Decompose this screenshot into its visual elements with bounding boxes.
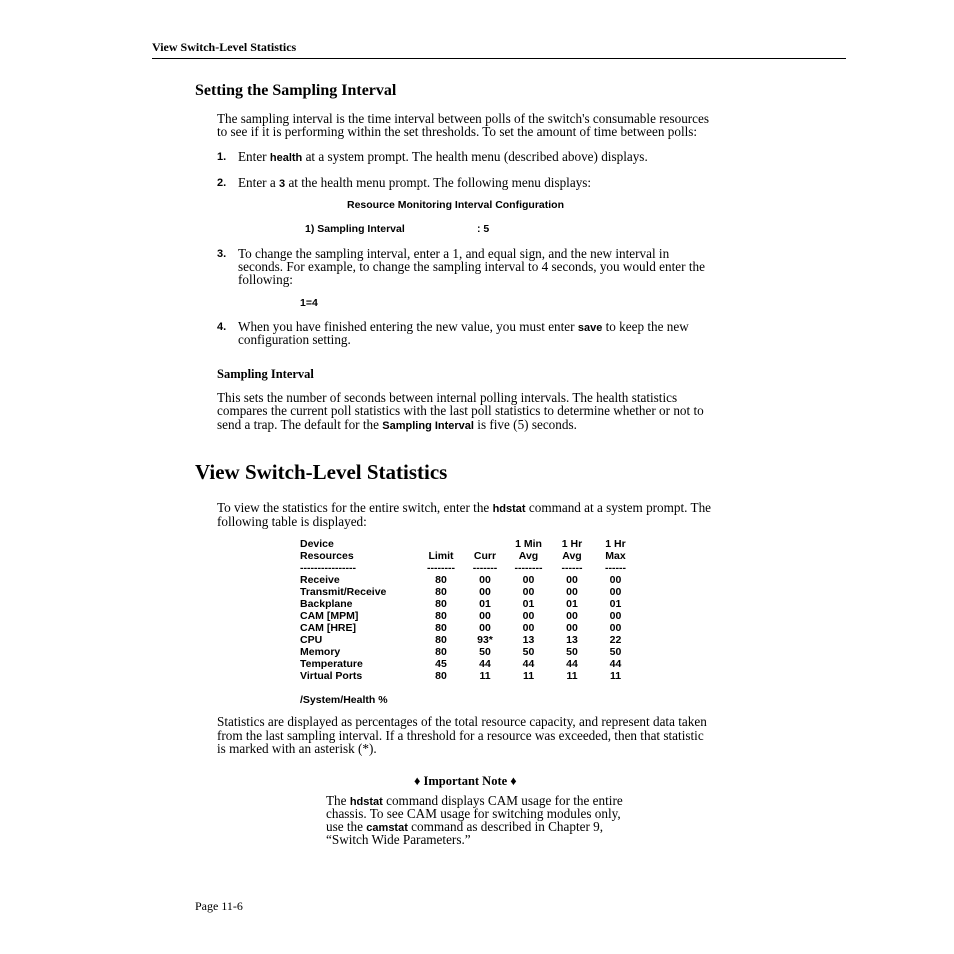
table-row <box>300 622 637 634</box>
table-cell: 80 <box>435 586 447 598</box>
step-number: 3. <box>217 248 227 260</box>
table-cell: 00 <box>479 622 491 634</box>
step-3-line-1: To change the sampling interval, enter a 1, and equal sign, and the new interval in <box>238 246 670 261</box>
table-cell-label: Resources <box>300 550 354 562</box>
table-cell: 00 <box>609 622 622 634</box>
table-cell: 80 <box>435 634 447 646</box>
command-keyword: health <box>269 152 303 164</box>
note-text: use the <box>326 819 367 834</box>
command-keyword: 3 <box>279 178 286 190</box>
command-keyword: save <box>577 322 603 334</box>
table-cell: 50 <box>566 646 578 658</box>
table-cell: 00 <box>609 574 622 586</box>
table-row <box>300 670 637 682</box>
header-rule <box>152 58 846 59</box>
table-cell-label: CAM [HRE] <box>300 622 356 634</box>
table-row <box>300 598 637 610</box>
page-number: Page 11-6 <box>195 899 243 913</box>
health-stats-table <box>300 538 637 682</box>
table-row <box>300 586 637 598</box>
table-cell: Curr <box>473 550 497 562</box>
table-header-row <box>300 538 637 550</box>
step-number: 2. <box>217 177 227 189</box>
table-cell-label: Device <box>300 538 334 550</box>
table-cell: 50 <box>522 646 535 658</box>
table-cell: 00 <box>609 586 622 598</box>
step-3-line-3: following: <box>238 272 293 287</box>
menu-item-label: 1) Sampling Interval <box>305 223 405 235</box>
step-text: When you have finished entering the new value, you must enter <box>238 319 578 334</box>
table-cell: 00 <box>522 610 535 622</box>
command-keyword: camstat <box>366 822 408 834</box>
table-cell: 00 <box>566 610 578 622</box>
table-cell: 1 Min <box>515 538 542 550</box>
table-cell: 80 <box>435 574 447 586</box>
step-text: Enter <box>238 149 270 164</box>
table-cell-label: ---------------- <box>300 562 356 574</box>
example-command: 1=4 <box>300 297 318 309</box>
after-table-line-2: from the last sampling interval. If a threshold for a resource was exceeded, then that statistic <box>217 728 704 743</box>
section-heading-sampling: Setting the Sampling Interval <box>195 82 397 99</box>
table-cell-label: CAM [MPM] <box>300 610 359 622</box>
sampling-intro-line-1: The sampling interval is the time interval between polls of the switch's consumable resources <box>217 111 710 126</box>
desc-text: send a trap. The default for the <box>217 417 383 432</box>
table-row <box>300 658 637 670</box>
table-cell: -------- <box>427 562 455 574</box>
table-cell: 01 <box>479 598 491 610</box>
running-header: View Switch-Level Statistics <box>152 40 297 54</box>
table-cell: 01 <box>609 598 622 610</box>
after-table-line-1: Statistics are displayed as percentages of the total resource capacity, and represent data taken <box>217 714 707 729</box>
system-prompt: /System/Health % <box>300 694 388 706</box>
step-number: 4. <box>217 321 227 333</box>
note-text: command as described in Chapter 9, <box>407 819 604 834</box>
desc-text: is five (5) seconds. <box>473 417 577 432</box>
sampling-desc-line-3 <box>217 418 577 434</box>
table-cell: 00 <box>566 574 578 586</box>
table-row <box>300 646 637 658</box>
table-cell-label: Temperature <box>300 658 363 670</box>
table-cell-label: Backplane <box>300 598 353 610</box>
after-table-line-3: is marked with an asterisk (*). <box>217 741 377 756</box>
table-cell-label: Transmit/Receive <box>300 586 387 598</box>
table-cell-label: Receive <box>300 574 340 586</box>
intro-text: command at a system prompt. The <box>525 500 712 515</box>
table-cell: 01 <box>566 598 578 610</box>
table-cell <box>419 538 463 550</box>
table-cell: 44 <box>609 658 622 670</box>
table-cell: 80 <box>435 670 447 682</box>
note-line-2: chassis. To see CAM usage for switching modules only, <box>326 806 621 821</box>
step-number: 1. <box>217 151 227 163</box>
table-cell: ------- <box>472 562 498 574</box>
table-cell: 11 <box>479 670 491 682</box>
table-cell: 1 Hr <box>561 538 583 550</box>
table-cell: 80 <box>435 622 447 634</box>
table-cell: 22 <box>609 634 622 646</box>
step-1-text <box>238 150 648 166</box>
table-cell: -------- <box>514 562 543 574</box>
sampling-desc-line-2: compares the current poll statistics with the last poll statistics to determine whether or not to <box>217 403 704 418</box>
step-text: to keep the new <box>602 319 689 334</box>
important-note-heading: ♦ Important Note ♦ <box>414 774 517 788</box>
table-cell: 00 <box>566 586 578 598</box>
table-cell: 00 <box>479 574 491 586</box>
table-cell <box>463 538 507 550</box>
table-separator-row <box>300 562 637 574</box>
command-keyword: Sampling Interval <box>382 420 474 432</box>
table-cell: Avg <box>518 550 539 562</box>
table-cell: 80 <box>435 646 447 658</box>
table-cell: 11 <box>566 670 578 682</box>
table-header-row <box>300 550 637 562</box>
table-cell: 44 <box>479 658 491 670</box>
table-cell: 13 <box>566 634 578 646</box>
section-heading-view-stats: View Switch-Level Statistics <box>195 460 448 484</box>
command-keyword: hdstat <box>349 796 383 808</box>
table-cell: 44 <box>566 658 578 670</box>
view-intro-line-2: following table is displayed: <box>217 514 367 529</box>
table-cell-label: Memory <box>300 646 341 658</box>
table-cell: 01 <box>522 598 535 610</box>
menu-item-value: : 5 <box>477 223 490 235</box>
step-2-text <box>238 176 591 192</box>
note-text: The <box>326 793 350 808</box>
step-text: at the health menu prompt. The following menu displays: <box>285 175 592 190</box>
note-text: command displays CAM usage for the entire <box>382 793 623 808</box>
table-cell: Max <box>605 550 626 562</box>
table-row <box>300 610 637 622</box>
table-row <box>300 634 637 646</box>
table-cell: 00 <box>479 610 491 622</box>
table-cell: ------ <box>561 562 583 574</box>
table-cell-label: Virtual Ports <box>300 670 363 682</box>
note-line-4: “Switch Wide Parameters.” <box>326 832 471 847</box>
table-cell: 50 <box>479 646 491 658</box>
table-cell: 45 <box>435 658 447 670</box>
intro-text: To view the statistics for the entire switch, enter the <box>217 500 493 515</box>
table-cell-label: CPU <box>300 634 323 646</box>
table-cell: 00 <box>566 622 578 634</box>
table-cell: Limit <box>428 550 454 562</box>
table-cell: 00 <box>522 622 535 634</box>
subheading-sampling-interval: Sampling Interval <box>217 367 314 381</box>
table-cell: 1 Hr <box>605 538 626 550</box>
step-3-line-2: seconds. For example, to change the sampling interval to 4 seconds, you would enter the <box>238 259 705 274</box>
table-cell: 80 <box>435 598 447 610</box>
table-cell: Avg <box>562 550 582 562</box>
table-body <box>300 538 637 682</box>
sampling-desc-line-1: This sets the number of seconds between internal polling intervals. The health statistics <box>217 390 678 405</box>
table-cell: 50 <box>609 646 622 658</box>
menu-title: Resource Monitoring Interval Configuration <box>347 199 565 211</box>
step-text: Enter a <box>238 175 280 190</box>
table-cell: 93* <box>477 634 493 646</box>
table-cell: 00 <box>609 610 622 622</box>
step-4-line-2: configuration setting. <box>238 332 351 347</box>
table-cell: 00 <box>522 574 535 586</box>
table-cell: 11 <box>609 670 622 682</box>
table-cell: ------ <box>605 562 626 574</box>
sampling-intro-line-2: to see if it is performing within the set thresholds. To set the amount of time between polls: <box>217 124 698 139</box>
step-text: at a system prompt. The health menu (described above) displays. <box>302 149 648 164</box>
table-cell: 00 <box>522 586 535 598</box>
table-cell: 11 <box>522 670 535 682</box>
table-cell: 44 <box>522 658 535 670</box>
table-cell: 80 <box>435 610 447 622</box>
table-row <box>300 574 637 586</box>
table-cell: 00 <box>479 586 491 598</box>
command-keyword: hdstat <box>492 503 526 515</box>
table-cell: 13 <box>522 634 535 646</box>
